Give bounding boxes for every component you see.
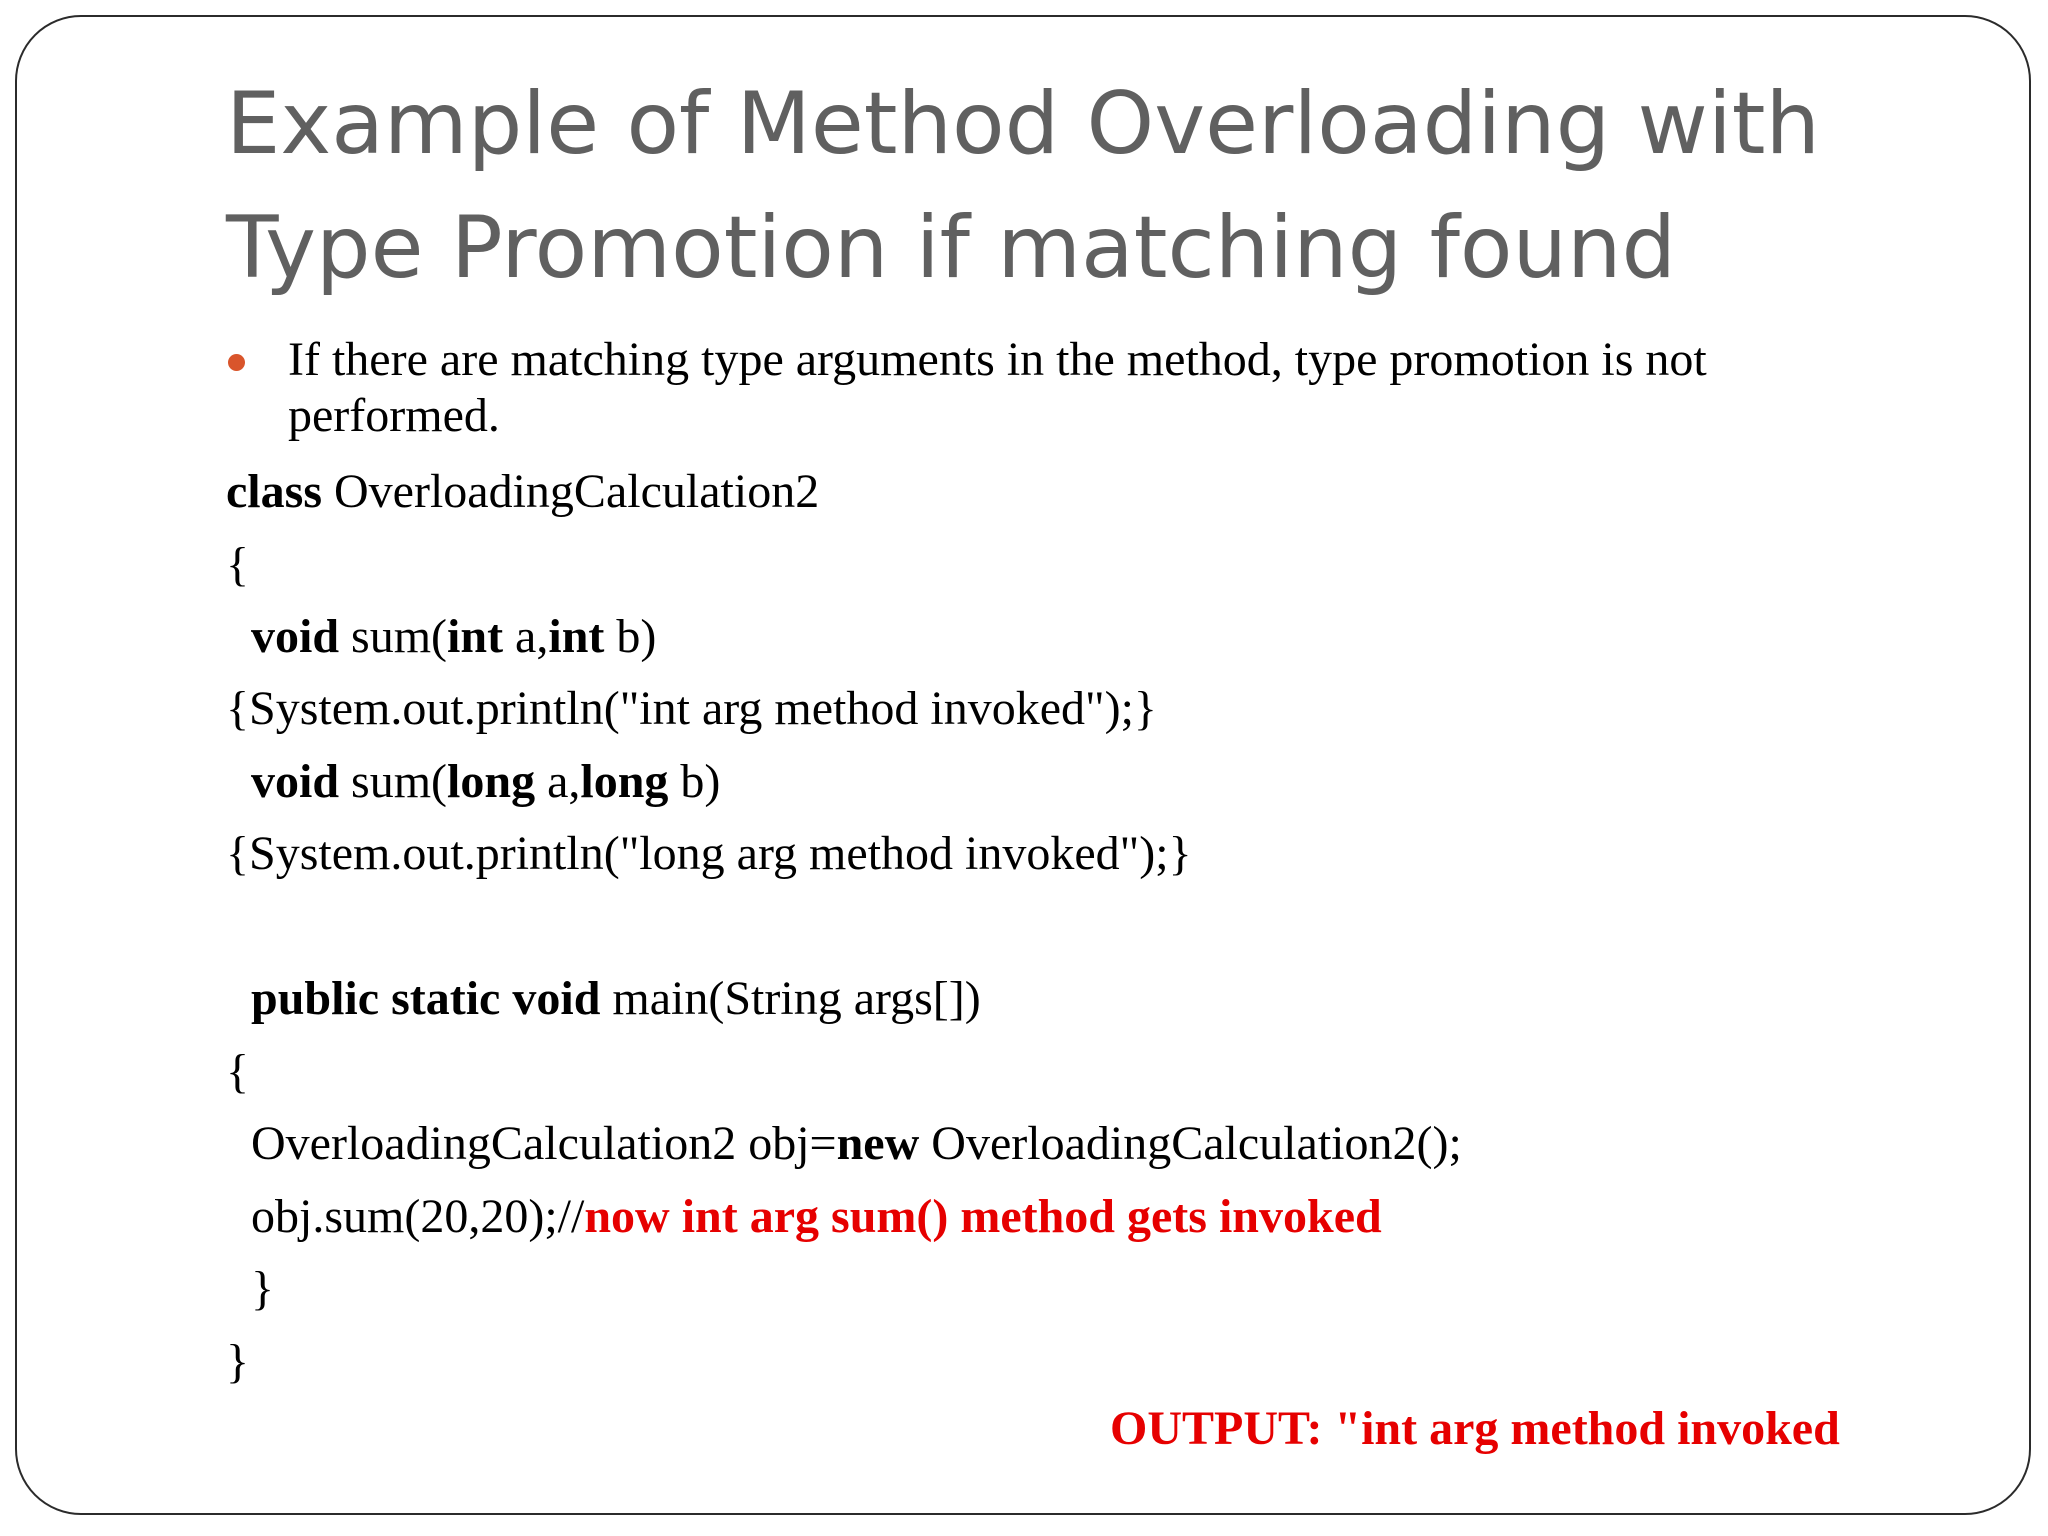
code-keyword: new [836, 1117, 920, 1170]
code-text: a, [535, 755, 581, 808]
code-line-call-sum [251, 1189, 1382, 1245]
code-text: b) [668, 755, 721, 808]
code-keyword: long [447, 755, 536, 808]
bullet-text-line-1: If there are matching type arguments in the method, type promotion is not [288, 333, 1707, 386]
code-text: OverloadingCalculation2 obj= [251, 1117, 837, 1170]
code-keyword: public static void [251, 972, 601, 1025]
code-line-main [251, 971, 981, 1027]
code-text: obj.sum(20,20);// [251, 1190, 585, 1243]
code-keyword: int [548, 610, 605, 663]
code-keyword: int [447, 610, 504, 663]
code-line-open-brace: { [226, 538, 250, 591]
code-keyword: long [580, 755, 669, 808]
code-keyword: void [251, 755, 340, 808]
code-keyword: void [251, 610, 340, 663]
code-comment: now int arg sum() method gets invoked [584, 1190, 1382, 1243]
bullet-text-line-2: performed. [288, 389, 500, 442]
code-line-main-close-brace: } [251, 1262, 275, 1315]
bullet-text [288, 332, 1848, 444]
code-line-main-open-brace: { [226, 1045, 250, 1098]
code-line-print-int: {System.out.println("int arg method invoked");} [226, 682, 1157, 735]
code-line-class [226, 464, 819, 520]
bullet-dot-icon [228, 354, 245, 371]
slide-title [226, 62, 1926, 310]
code-text: OverloadingCalculation2(); [919, 1117, 1462, 1170]
code-line-print-long: {System.out.println("long arg method invoked");} [226, 827, 1192, 880]
code-text: a, [503, 610, 549, 663]
code-text: main(String args[]) [600, 972, 981, 1025]
title-line-2: Type Promotion if matching found [226, 198, 1677, 298]
code-line-new-object [251, 1116, 1462, 1172]
code-text: sum( [339, 755, 448, 808]
code-line-sum-int [251, 609, 656, 665]
code-text: b) [604, 610, 657, 663]
title-line-1: Example of Method Overloading with [226, 74, 1820, 174]
code-keyword: class [226, 465, 322, 518]
code-text: OverloadingCalculation2 [322, 465, 820, 518]
code-text: sum( [339, 610, 448, 663]
output-text: OUTPUT: "int arg method invoked [1110, 1402, 1840, 1455]
code-line-class-close-brace: } [226, 1335, 250, 1388]
code-line-sum-long [251, 754, 720, 810]
